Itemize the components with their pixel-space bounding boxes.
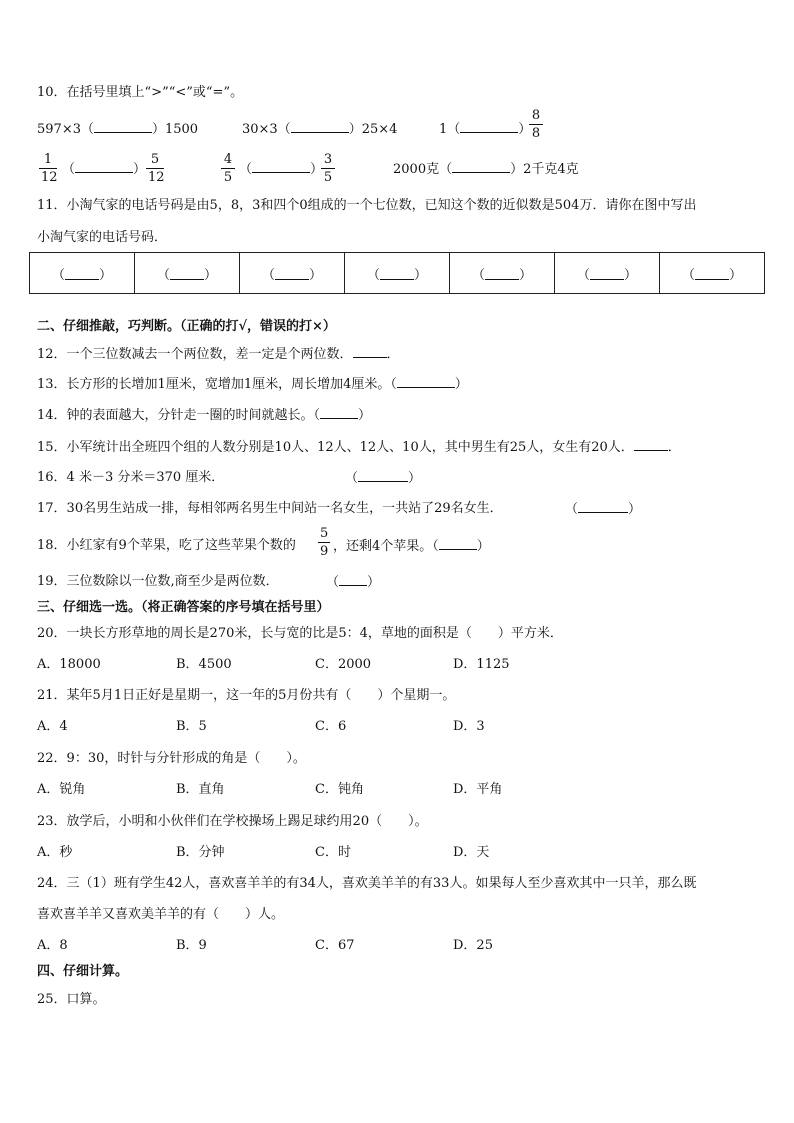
q12-tail: ．	[386, 347, 400, 362]
q17-answer	[565, 500, 641, 519]
paren-open: （	[261, 267, 275, 283]
paren-open: （	[51, 267, 65, 283]
q23-option-c[interactable]: C．时	[315, 845, 351, 860]
answer-blank[interactable]	[75, 160, 133, 173]
q20-option-c[interactable]: C．2000	[315, 657, 372, 672]
q10-c-left: 1（	[439, 122, 461, 137]
q12-text: 12．一个三位数减去一个两位数，差一定是个两位数．	[37, 347, 353, 362]
denominator: 5	[223, 170, 233, 185]
q21-text: 21．某年5月1日正好是星期一，这一年的5月份共有（ ）个星期一。	[37, 688, 456, 703]
answer-blank[interactable]	[695, 267, 729, 280]
answer-blank[interactable]	[65, 267, 99, 280]
denominator: 5	[323, 170, 333, 185]
q21-option-d[interactable]: D．3	[453, 719, 485, 734]
q17-text: 17．30名男生站成一排，每相邻两名男生中间站一名女生，一共站了29名女生．	[37, 501, 503, 516]
q22-option-d[interactable]: D．平角	[453, 782, 503, 797]
section-heading-3: 三、仔细选一选。（将正确答案的序号填在括号里）	[37, 600, 330, 615]
q10-item-c	[439, 120, 531, 139]
q14	[37, 406, 371, 425]
q25-text: 25．口算。	[37, 992, 106, 1007]
q20-option-a[interactable]: A．18000	[37, 657, 101, 672]
q24-line1: 24．三（1）班有学生42人，喜欢喜羊羊的有34人，喜欢美羊羊的有33人。如果每人至少喜欢其中一只羊，那么既	[37, 876, 697, 891]
q20-text: 20．一块长方形草地的周长是270米，长与宽的比是5：4，草地的面积是（ ）平方米．	[37, 626, 563, 641]
phone-number-table	[29, 252, 765, 294]
fraction	[321, 152, 335, 185]
q23-text: 23．放学后，小明和小伙伴们在学校操场上踢足球约用20（ ）。	[37, 814, 428, 829]
paren-close: ）	[624, 267, 638, 283]
phone-digit-cell[interactable]	[555, 253, 660, 293]
q10-title: 10．在括号里填上“>”“<”或“=”。	[37, 85, 244, 100]
denominator: 12	[148, 170, 165, 185]
answer-blank[interactable]	[452, 160, 510, 173]
paren-close: ）	[99, 267, 113, 283]
paren-close: ）	[519, 267, 533, 283]
q10-item-a	[37, 120, 198, 139]
section-heading-4: 四、仔细计算。	[37, 964, 129, 979]
section-heading-2: 二、仔细推敲，巧判断。（正确的打√，错误的打×）	[37, 319, 336, 334]
answer-blank[interactable]	[252, 160, 310, 173]
q22-option-b[interactable]: B．直角	[176, 782, 225, 797]
q24-option-c[interactable]: C．67	[315, 938, 355, 953]
numerator: 8	[531, 108, 541, 123]
q16-answer	[345, 469, 421, 488]
fraction	[39, 152, 57, 185]
q13-text: 13．长方形的长增加1厘米，宽增加1厘米，周长增加4厘米。（	[37, 377, 397, 392]
fraction	[146, 152, 164, 185]
paren-close: ）	[729, 267, 743, 283]
answer-blank[interactable]	[339, 573, 367, 586]
phone-digit-cell[interactable]	[240, 253, 345, 293]
q20-option-b[interactable]: B．4500	[176, 657, 232, 672]
answer-blank[interactable]	[578, 500, 628, 513]
q10-item-b	[242, 120, 397, 139]
numerator: 1	[43, 152, 53, 167]
q10-row2-c	[393, 160, 579, 179]
phone-digit-cell[interactable]	[660, 253, 764, 293]
q18-text-a: 18．小红家有9个苹果，吃了这些苹果个数的	[37, 538, 296, 553]
fraction	[318, 526, 330, 559]
numerator: 4	[223, 152, 233, 167]
paren-open: （	[681, 267, 695, 283]
paren-close: ）	[476, 539, 490, 554]
q20-option-d[interactable]: D．1125	[453, 657, 510, 672]
paren-open: （	[366, 267, 380, 283]
q11-line2: 小淘气家的电话号码．	[37, 230, 168, 245]
q18-text-b-label: ，还剩4个苹果。（	[333, 539, 439, 554]
answer-blank[interactable]	[94, 120, 152, 133]
answer-blank[interactable]	[485, 267, 519, 280]
q15	[37, 438, 681, 457]
q24-option-b[interactable]: B．9	[176, 938, 207, 953]
q24-option-a[interactable]: A．8	[37, 938, 68, 953]
paren-close: ）	[310, 162, 324, 177]
numerator: 3	[323, 152, 333, 167]
paren-open: （	[576, 267, 590, 283]
answer-blank[interactable]	[590, 267, 624, 280]
paren-close: ）	[367, 575, 381, 590]
q12	[37, 345, 400, 364]
q19-answer	[326, 573, 380, 592]
q10-b-left: 30×3（	[242, 122, 291, 137]
q10-row2-b-mid	[239, 160, 323, 179]
paren-open: （	[239, 162, 253, 177]
q13-tail: ）	[454, 377, 468, 392]
paren-open: （	[326, 575, 340, 590]
q23-option-b[interactable]: B．分钟	[176, 845, 225, 860]
paren-close: ）	[309, 267, 323, 283]
q16-text: 16．4 米－3 分米＝370 厘米．	[37, 470, 225, 485]
q10-a-right: ）1500	[151, 122, 199, 137]
paren-open: （	[62, 162, 76, 177]
q10-row2-a-mid	[62, 160, 146, 179]
q22-option-c[interactable]: C．钝角	[315, 782, 364, 797]
numerator: 5	[320, 526, 329, 541]
phone-digit-cell[interactable]	[345, 253, 450, 293]
denominator: 12	[41, 170, 58, 185]
paren-close: ）	[408, 471, 422, 486]
q10-row2-c-left: 2000克（	[393, 162, 453, 177]
fraction	[221, 152, 235, 185]
q21-option-b[interactable]: B．5	[176, 719, 207, 734]
answer-blank[interactable]	[634, 438, 668, 451]
q14-text: 14．钟的表面越大，分针走一圈的时间就越长。（	[37, 408, 321, 423]
q10-row2-c-right: ）2千克4克	[510, 162, 579, 177]
q22-option-a[interactable]: A．锐角	[37, 782, 86, 797]
q21-option-a[interactable]: A．4	[37, 719, 68, 734]
paren-open: （	[345, 471, 359, 486]
q11-line1: 11．小淘气家的电话号码是由5，8，3和四个0组成的一个七位数，已知这个数的近似数是504万．请你在图中写出	[37, 198, 697, 213]
answer-blank[interactable]	[439, 537, 477, 550]
paren-open: （	[565, 502, 579, 517]
q15-text: 15．小军统计出全班四个组的人数分别是10人、12人、12人、10人，其中男生有25人，女生有20人．	[37, 440, 634, 455]
q21-option-c[interactable]: C．6	[315, 719, 347, 734]
numerator: 5	[150, 152, 160, 167]
paren-close: ）	[414, 267, 428, 283]
paren-close: ）	[133, 162, 147, 177]
answer-blank[interactable]	[397, 375, 455, 388]
q14-tail: ）	[358, 408, 372, 423]
answer-blank[interactable]	[320, 406, 358, 419]
denominator: 8	[531, 126, 541, 141]
q10-b-right: ）25×4	[348, 122, 398, 137]
q24-line2: 喜欢喜羊羊又喜欢美羊羊的有（ ）人。	[37, 907, 285, 922]
q23-option-a[interactable]: A．秒	[37, 845, 73, 860]
q24-option-d[interactable]: D．25	[453, 938, 493, 953]
phone-digit-cell[interactable]	[135, 253, 240, 293]
q10-c-right: ）	[518, 122, 532, 137]
q13	[37, 375, 468, 394]
denominator: 9	[320, 544, 329, 559]
paren-close: ）	[204, 267, 218, 283]
phone-digit-cell[interactable]	[30, 253, 135, 293]
answer-blank[interactable]	[358, 469, 408, 482]
q10-a-left: 597×3（	[37, 122, 94, 137]
q19-text: 19．三位数除以一位数,商至少是两位数．	[37, 574, 279, 589]
phone-digit-cell[interactable]	[450, 253, 555, 293]
paren-close: ）	[628, 502, 642, 517]
q18-text-b	[333, 537, 490, 556]
paren-open: （	[471, 267, 485, 283]
q23-option-d[interactable]: D．天	[453, 845, 490, 860]
answer-blank[interactable]	[380, 267, 414, 280]
paren-open: （	[156, 267, 170, 283]
answer-blank[interactable]	[170, 267, 204, 280]
q15-tail: ．	[667, 440, 681, 455]
fraction	[529, 108, 543, 141]
answer-blank[interactable]	[353, 345, 387, 358]
answer-blank[interactable]	[275, 267, 309, 280]
answer-blank[interactable]	[460, 120, 518, 133]
answer-blank[interactable]	[291, 120, 349, 133]
q22-text: 22．9：30，时针与分针形成的角是（ ）。	[37, 751, 306, 766]
